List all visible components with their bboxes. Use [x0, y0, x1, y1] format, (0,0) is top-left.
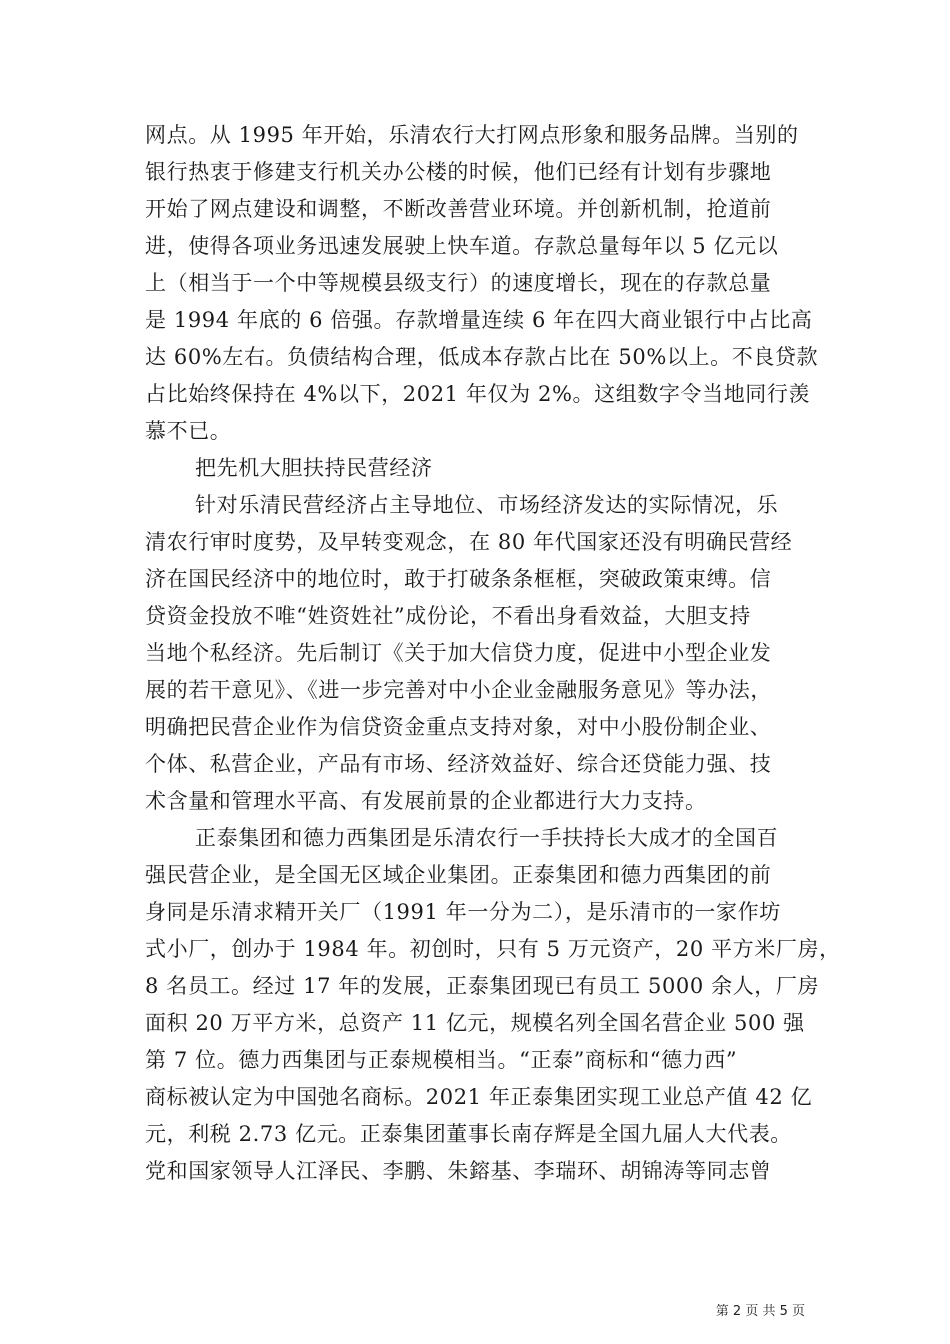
- page-indicator: 第 2 页 共 5 页: [715, 1304, 805, 1319]
- paragraph-line: 济在国民经济中的地位时，敢于打破条条框框，突破政策束缚。信: [145, 567, 772, 591]
- paragraph-line: 清农行审时度势，及早转变观念，在 80 年代国家还没有明确民营经: [145, 530, 793, 554]
- paragraph-line: 面积 20 万平方米，总资产 11 亿元，规模名列全国名营企业 500 强: [145, 1011, 805, 1035]
- paragraph-line: 占比始终保持在 4%以下，2021 年仅为 2%。这组数字令当地同行羡: [145, 382, 811, 406]
- paragraph-line: 第 7 位。德力西集团与正泰规模相当。“正泰”商标和“德力西”: [145, 1048, 738, 1072]
- paragraph-line: 明确把民营企业作为信贷资金重点支持对象，对中小股份制企业、: [145, 715, 772, 739]
- paragraph-line: 上（相当于一个中等规模县级支行）的速度增长，现在的存款总量: [145, 271, 772, 295]
- paragraph-line: 术含量和管理水平高、有发展前景的企业都进行大力支持。: [145, 789, 707, 813]
- paragraph-line: 达 60%左右。负债结构合理，低成本存款占比在 50%以上。不良贷款: [145, 345, 819, 369]
- paragraph-line: 是 1994 年底的 6 倍强。存款增量连续 6 年在四大商业银行中占比高: [145, 308, 813, 332]
- paragraph-line: 党和国家领导人江泽民、李鹏、朱鎔基、李瑞环、胡锦涛等同志曾: [145, 1159, 772, 1183]
- paragraph-line: 元，利税 2.73 亿元。正泰集团董事长南存辉是全国九届人大代表。: [145, 1122, 792, 1146]
- paragraph-line: 进，使得各项业务迅速发展驶上快车道。存款总量每年以 5 亿元以: [145, 234, 779, 258]
- paragraph-line: 8 名员工。经过 17 年的发展，正泰集团现已有员工 5000 余人，厂房: [145, 974, 820, 998]
- paragraph-line: 展的若干意见》、《进一步完善对中小企业金融服务意见》等办法，: [145, 678, 772, 702]
- paragraph-line: 身同是乐清求精开关厂（1991 年一分为二），是乐清市的一家作坊: [145, 900, 781, 924]
- paragraph-line: 正泰集团和德力西集团是乐清农行一手扶持长大成才的全国百: [195, 826, 779, 850]
- paragraph-line: 贷资金投放不唯“姓资姓社”成份论，不看出身看效益，大胆支持: [145, 604, 751, 628]
- section-heading: 把先机大胆扶持民营经济: [195, 456, 433, 480]
- paragraph-line: 强民营企业，是全国无区域企业集团。正泰集团和德力西集团的前: [145, 863, 772, 887]
- paragraph-line: 开始了网点建设和调整，不断改善营业环境。并创新机制，抢道前: [145, 197, 772, 221]
- paragraph-line: 银行热衷于修建支行机关办公楼的时候，他们已经有计划有步骤地: [145, 160, 772, 184]
- paragraph-line: 慕不已。: [145, 419, 232, 443]
- paragraph-line: 针对乐清民营经济占主导地位、市场经济发达的实际情况，乐: [195, 493, 779, 517]
- paragraph-line: 当地个私经济。先后制订《关于加大信贷力度，促进中小型企业发: [145, 641, 772, 665]
- paragraph-line: 商标被认定为中国弛名商标。2021 年正泰集团实现工业总产值 42 亿: [145, 1085, 813, 1109]
- paragraph-line: 式小厂，创办于 1984 年。初创时，只有 5 万元资产，20 平方米厂房，: [145, 937, 841, 961]
- paragraph-line: 个体、私营企业，产品有市场、经济效益好、综合还贷能力强、技: [145, 752, 772, 776]
- paragraph-line: 网点。从 1995 年开始，乐清农行大打网点形象和服务品牌。当别的: [145, 123, 799, 147]
